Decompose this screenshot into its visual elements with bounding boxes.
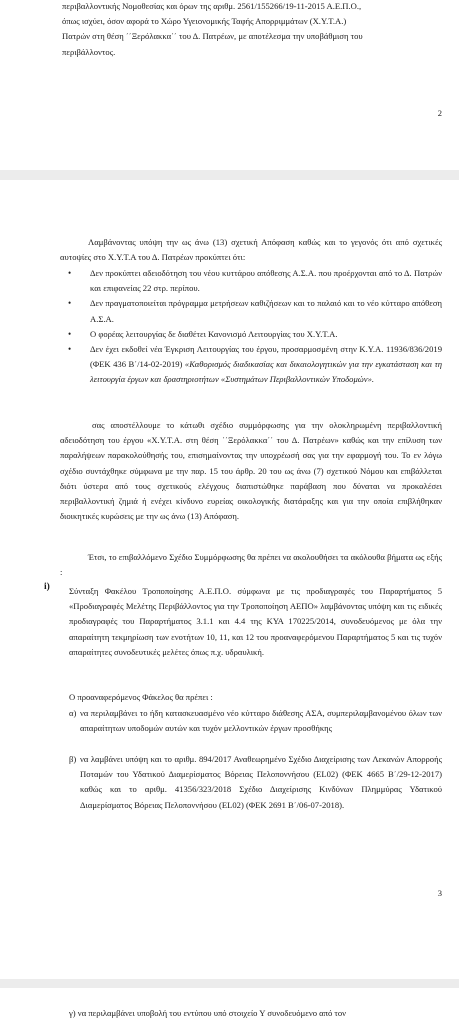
page-number: 3 (437, 888, 442, 898)
document-page-3 (0, 180, 459, 979)
list-item (68, 342, 442, 388)
bullet-icon: • (68, 328, 72, 339)
bullet-icon: • (68, 344, 72, 355)
document-page-2 (0, 0, 459, 170)
regulation-title: «Καθορισμός διαδικασίας και δικαιολογητικών για την εγκατάσταση και τη λειτουργία έργων και δραστηριοτήτων «Συστημάτων Περιβαλλοντικών Υποδομών». (90, 359, 442, 385)
sub-item-text: να περιλαμβάνει το ήδη κατασκευασμένο νέο κύτταρο διάθεσης ΑΣΑ, συμπεριλαμβανομένου όλων των απαραίτητων υποδομών αυτών και τυχόν μελλοντικών έργων προσθήκης (80, 708, 442, 734)
text-line: περιβάλλοντος. (62, 46, 116, 57)
list-item-text: Ο φορέας λειτουργίας δε διαθέτει Κανονισμό Λειτουργίας του Χ.Υ.Τ.Α. (90, 328, 338, 339)
step-text: Σύνταξη Φακέλου Τροποποίησης Α.Ε.Π.Ο. σύμφωνα με τις προδιαγραφές του Παραρτήματος 5 «Προδιαγραφές Μελέτης Περιβάλλοντος για την Τροποποίηση ΑΕΠΟ» λαμβάνοντας υπόψη και τις ειδικές προδιαγραφές του Παραρτήματος 3.1.1 και 4.4 της ΚΥΑ 170225/2014, συνοδευόμενος με όλα την απαραίτητη τεκμηρίωση των ενοτήτων 10, 11, και 12 του προαναφερόμενου Παραρτήματος 5 και τις τυχόν απαραίτητες συνοδευτικές μελέτες όπως π.χ. υδραυλική. (69, 586, 442, 657)
text-line: όπως ισχύει, όσον αφορά το Χώρο Υγειονομικής Ταφής Απορριμμάτων (Χ.Υ.Τ.Α.) (62, 16, 347, 27)
bullet-icon: • (68, 268, 72, 278)
sub-item-label: β) (69, 754, 77, 764)
step-marker: i) (44, 582, 50, 592)
findings-list (68, 266, 442, 388)
document-page-4 (0, 988, 459, 1024)
sub-item-label: α) (69, 708, 77, 718)
folder-intro: Ο προαναφερόμενος Φάκελος θα πρέπει : (69, 692, 213, 702)
compliance-paragraph (60, 418, 442, 524)
list-item-text: Δεν έχει εκδοθεί νέα Έγκριση Λειτουργίας του έργου, προσαρμοσμένη στην Κ.Υ.Α. 11936/836/2019 (ΦΕΚ 436 Β΄/14-02-2019) «Καθορισμός διαδικασίας και δικαιολογητικών για την εγκατάσταση και τη λειτουργία έργων και δραστηριοτήτων «Συστημάτων Περιβαλλοντικών Υποδομών». (90, 344, 442, 385)
list-item-text: Δεν πραγματοποιείται πρόγραμμα μετρήσεων καθιζήσεων και το παλαιό και το νέο κύτταρο απόθεση Α.Σ.Α. (90, 298, 442, 324)
text-line: Πατρών στη θέση ΄΄Ξερόλακκα΄΄ του Δ. Πατρέων, με αποτέλεσμα την υποβάθμιση του (62, 31, 363, 42)
sub-item-text: να λαμβάνει υπόψη και το αριθμ. 894/2017 Αναθεωρημένο Σχέδιο Διαχείρισης των Λεκανών Απορροής Ποταμών του Υδατικού Διαμερίσματος Βόρειας Πελοποννήσου (EL02) (ΦΕΚ 4665 Β΄/29-12-2017) καθώς και το αριθμ. 41356/323/2018 Σχέδιο Διαχείρισης Κινδύνων Πλημμύρας Υδατικού Διαμερίσματος Βόρειας Πελοποννήσου (EL02) (ΦΕΚ 2691 Β΄/06-07-2018). (80, 754, 442, 810)
list-item-text: Δεν προκύπτει αδειοδότηση του νέου κυττάρου απόθεσης Α.Σ.Α. που προέρχονται από το Δ. Πατρών και επιφανείας 22 στρ. περίπου. (90, 268, 442, 294)
steps-intro: Έτσι, το επιβαλλόμενο Σχέδιο Συμμόρφωσης θα πρέπει να ακολουθήσει τα ακόλουθα βήματα ως εξής : (60, 552, 442, 578)
page-number: 2 (437, 108, 442, 118)
page4-first-line: γ) να περιλαμβάνει υποβολή του εντύπου υπό στοιχείο Υ συνοδευόμενο από τον (69, 1008, 347, 1018)
sub-item-b (69, 752, 442, 813)
list-item (68, 327, 442, 342)
sub-item-a (69, 706, 442, 736)
compliance-text: σας αποστέλλουμε το κάτωθι σχέδιο συμμόρφωσης για την ολοκληρωμένη περιβαλλοντική αδειοδότηση του έργου «Χ.Υ.Τ.Α. στη θέση ΄΄Ξερόλακκα΄΄ του Δ. Πατρέων» καθώς και την επίλυση των παραλήψεων παρακολούθησής του, επισημαίνοντας την υποχρέωσή σας για την εφαρμογή του. Το εν λόγω σχέδιο συντάχθηκε σύμφωνα με την παρ. 15 του άρθρ. 20 του ως άνω (7) σχετικού Νόμου και επιβάλλεται διότι ύστερα από τους σχετικούς ελέγχους διαπιστώθηκε παράβαση που δύναται να προκαλέσει περιβαλλοντική ζημιά ή ενέχει κίνδυνο ευρείας οικολογικής διατάραξης και για την οποία επιβλήθηκαν διοικητικές κυρώσεις με την ως άνω (13) Απόφαση. (60, 420, 442, 522)
page2-fragment-text (62, 0, 442, 60)
list-item (68, 266, 442, 296)
text-line: περιβαλλοντικής Νομοθεσίας και όρων της αριθμ. 2561/155266/19-11-2015 Α.Ε.Π.Ο., (62, 1, 362, 11)
list-item (68, 296, 442, 326)
intro-paragraph: Λαμβάνοντας υπόψη την ως άνω (13) σχετική Απόφαση καθώς και το γεγονός ότι από σχετικές αυτοψίες στο Χ.Υ.Τ.Α του Δ. Πατρέων προκύπτει ότι: (60, 237, 442, 263)
bullet-icon: • (68, 298, 72, 309)
